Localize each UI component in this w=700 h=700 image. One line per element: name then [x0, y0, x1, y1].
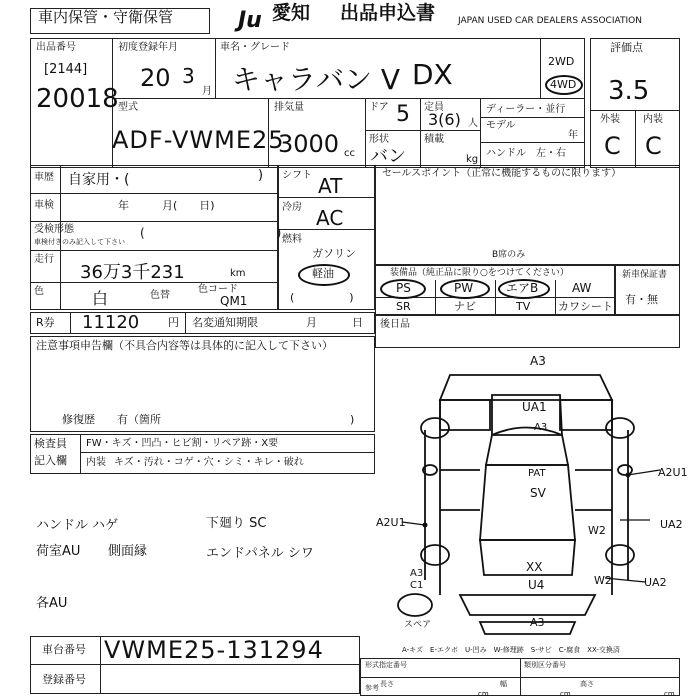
storage-label: 車内保管・守衛保管 — [38, 8, 174, 26]
name-change-label: 名変通知期限 — [192, 316, 258, 329]
fuel-gas: ガソリン — [312, 247, 356, 260]
color-label: 色 — [34, 286, 44, 297]
recycle-note: 車検付きのみ記入して下さい — [34, 238, 125, 246]
color-code-label: 色コード — [198, 284, 238, 295]
color-code: QM1 — [220, 294, 248, 308]
type-designation-label: 形式指定番号 — [365, 661, 407, 669]
capacity-label: 定員 — [424, 102, 444, 113]
diagram-w2-lower: W2 — [594, 574, 612, 587]
history-close: ) — [258, 168, 264, 183]
repair-close: ) — [350, 413, 355, 426]
history-value: 自家用・( — [68, 172, 130, 188]
equipment-aw: AW — [572, 281, 592, 295]
height-label: 高さ — [580, 680, 594, 688]
km-unit: km — [230, 268, 246, 279]
equipment-sr: SR — [396, 300, 411, 313]
width-cm: cm — [560, 690, 571, 698]
diagram-a2u1-right: A2U1 — [658, 466, 688, 479]
ref-label: 参考 — [365, 684, 379, 692]
r-ticket-label: R券 — [36, 316, 55, 329]
remark-6: 各AU — [36, 596, 68, 611]
name-grade-label: 車名・グレード — [220, 42, 290, 53]
ac-value: AC — [316, 206, 344, 230]
category-label: 類別区分番号 — [524, 661, 566, 669]
displacement: 3000 — [278, 130, 340, 158]
car-name: キャラバン V — [232, 63, 401, 96]
remark-5: エンドパネル シワ — [206, 546, 314, 561]
height-cm: cm — [664, 690, 675, 698]
load-label: 積載 — [424, 134, 444, 145]
r-ticket-amount: 11120 — [82, 312, 140, 333]
drive-2wd: 2WD — [548, 55, 575, 68]
diagram-u4: U4 — [528, 578, 545, 592]
handle-label: ハンドル 左・右 — [486, 148, 566, 159]
reg-month: 3 — [182, 64, 195, 88]
remark-1: ハンドル ハゲ — [36, 518, 119, 533]
warranty-label: 新車保証書 — [622, 270, 668, 280]
equipment-airbag: エアB — [506, 281, 539, 295]
grade: DX — [412, 58, 453, 91]
reg-year: 20 — [140, 64, 171, 92]
drive-4wd: 4WD — [550, 78, 577, 91]
color-change-label: 色替 — [150, 290, 170, 301]
year-label: 年 — [568, 130, 578, 141]
diagram-w2-right: W2 — [588, 524, 606, 537]
diagram-ua1: UA1 — [522, 400, 547, 414]
diagram-a3-front: A3 — [534, 422, 548, 433]
sales-point-label: セールスポイント（正常に機能するものに限ります） — [382, 168, 622, 179]
notes-label: 注意事項申告欄（不具合内容等は具体的に記入して下さい） — [36, 339, 333, 352]
diagram-pat: PAT — [528, 468, 546, 479]
equipment-label: 装備品（純正品に限り○をつけてください） — [390, 268, 569, 278]
capacity: 3(6) — [428, 110, 461, 129]
warranty-value: 有・無 — [625, 293, 658, 306]
yen-unit: 円 — [168, 316, 179, 329]
exterior-row: FW・キズ・凹凸・ヒビ割・リペア跡・X要 — [86, 438, 279, 449]
capacity-unit: 人 — [468, 118, 478, 129]
cc-unit: cc — [344, 148, 355, 159]
recycle-label: 受検形態 — [34, 224, 74, 235]
model-label: 型式 — [118, 102, 138, 113]
remark-4: 側面縁 — [108, 544, 148, 559]
shift-value: AT — [318, 174, 343, 198]
model-year-label: モデル — [486, 120, 516, 131]
chassis-no: VWME25-131294 — [104, 636, 324, 664]
shape-label: 形状 — [369, 134, 389, 145]
sales-point-box — [375, 165, 680, 265]
displacement-label: 排気量 — [274, 102, 304, 113]
diagram-a3-top: A3 — [530, 354, 546, 368]
int-grade: C — [645, 132, 662, 160]
name-change-day: 日 — [352, 316, 363, 329]
shift-label: シフト — [282, 170, 312, 181]
reg-month-suffix: 月 — [202, 86, 212, 97]
dealer-label: ディーラー・並行 — [486, 104, 566, 115]
doors: 5 — [396, 102, 410, 127]
ext-grade: C — [604, 132, 621, 160]
rating-value: 3.5 — [608, 76, 650, 106]
mileage-label: 走行 — [34, 254, 54, 265]
form-title: 出品申込書 — [340, 2, 436, 24]
diagram-sv: SV — [530, 486, 546, 500]
inspection-ym: 年 月( 日) — [118, 199, 215, 212]
inspection-label: 車検 — [34, 200, 54, 211]
fuel-label: 燃料 — [282, 234, 302, 245]
rating-label: 評価点 — [610, 41, 643, 54]
fuel-diesel: 軽油 — [312, 267, 334, 280]
recycle-paren: ( ) — [140, 226, 282, 240]
lot-no: 20018 — [36, 84, 119, 114]
ac-label: 冷房 — [282, 202, 302, 213]
later-label: 後日品 — [380, 319, 410, 330]
history-label: 車歴 — [34, 172, 54, 183]
diagram-a2u1-left: A2U1 — [376, 516, 406, 529]
interior-row-label: 内装 — [86, 457, 106, 468]
equipment-ps: PS — [396, 281, 411, 295]
diagram-a3-bottom: A3 — [530, 616, 545, 629]
interior-label: 内装 — [643, 114, 663, 125]
first-reg-label: 初度登録年月 — [118, 42, 178, 53]
fuel-paren: ( ) — [290, 291, 354, 304]
equipment-seat: カワシート — [558, 300, 613, 313]
assoc-name: JAPAN USED CAR DEALERS ASSOCIATION — [458, 16, 642, 26]
equipment-pw: PW — [454, 281, 474, 295]
entry-label: 記入欄 — [34, 454, 67, 467]
width-label: 幅 — [500, 680, 507, 688]
diagram-c1: C1 — [410, 580, 424, 591]
remark-2: 下廻り SC — [206, 516, 267, 531]
diagram-ua2: UA2 — [660, 518, 683, 531]
mileage-value: 36万3千231 — [80, 262, 185, 283]
exterior-label: 外装 — [600, 114, 620, 125]
equipment-navi: ナビ — [454, 300, 476, 313]
interior-row: キズ・汚れ・コゲ・穴・シミ・キレ・破れ — [114, 457, 304, 468]
spare-label: スペア — [404, 620, 432, 630]
diagram-ua2-lower: UA2 — [644, 576, 667, 589]
equipment-tv: TV — [516, 300, 531, 313]
lot-no-label: 出品番号 — [36, 42, 76, 53]
length-label: 長さ — [380, 680, 394, 688]
length-cm: cm — [478, 690, 489, 698]
later-box — [375, 315, 680, 348]
damage-legend: A-キズ E-エクボ U-凹み W-修理跡 S-サビ C-腐食 XX-交換済 — [402, 646, 620, 654]
shape: バン — [370, 146, 406, 167]
diagram-xx: XX — [526, 560, 543, 574]
org-name: 愛知 — [272, 2, 311, 24]
logo-mark: Ju — [238, 8, 262, 33]
lot-sub: [2144] — [44, 62, 88, 77]
reg-no-label: 登録番号 — [42, 673, 86, 686]
color-value: 白 — [92, 289, 109, 308]
doors-label: ドア — [369, 102, 389, 113]
remark-3: 荷室AU — [36, 544, 81, 559]
kg-unit: kg — [466, 154, 479, 165]
inspector-label: 検査員 — [34, 437, 67, 450]
navi-note: B席のみ — [492, 250, 526, 260]
repair-label: 修復歴 有（箇所 — [62, 413, 161, 426]
diagram-a3-spare: A3 — [410, 568, 424, 579]
model-code: ADF-VWME25 — [112, 126, 285, 154]
chassis-label: 車台番号 — [42, 643, 86, 656]
name-change-month: 月 — [306, 316, 317, 329]
